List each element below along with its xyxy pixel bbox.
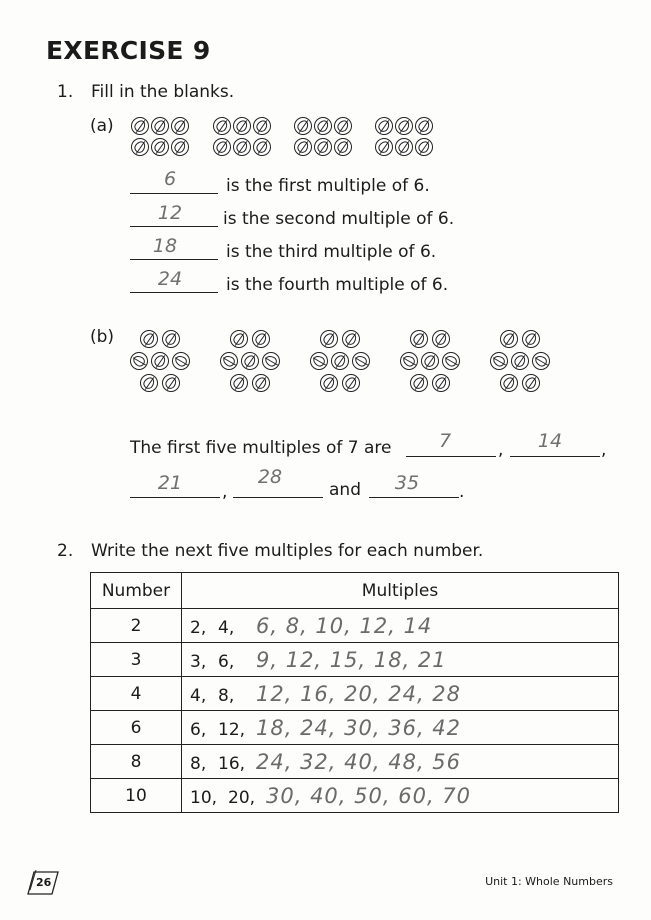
marble-icon — [262, 352, 280, 370]
marble-icon — [442, 352, 460, 370]
line-a2-text: is the second multiple of 6. — [223, 209, 455, 229]
marble-icon — [331, 352, 349, 370]
given-2: 20, — [228, 787, 256, 808]
answer-b4[interactable]: 28 — [257, 466, 283, 488]
marble-icon — [171, 138, 189, 156]
marble-icon — [310, 352, 328, 370]
period: . — [459, 482, 465, 502]
marble-icon — [352, 352, 370, 370]
marble-icon — [230, 374, 248, 392]
table-row — [91, 643, 619, 677]
given-1: 2, — [190, 617, 207, 638]
answer-b3[interactable]: 21 — [157, 472, 183, 494]
marble-icon — [252, 330, 270, 348]
and-word: and — [329, 480, 361, 500]
marble-icon — [532, 352, 550, 370]
unit-title: Unit 1: Whole Numbers — [485, 875, 613, 888]
marble-icon — [432, 330, 450, 348]
line-a4-text: is the fourth multiple of 6. — [226, 275, 449, 295]
answer-b1[interactable]: 7 — [438, 430, 452, 452]
question-2-text: Write the next five multiples for each number. — [91, 541, 484, 561]
answer-a1[interactable]: 6 — [163, 168, 177, 190]
marble-icon — [220, 352, 238, 370]
marble-icon — [213, 138, 231, 156]
marble-icon — [294, 117, 312, 135]
marble-icon — [342, 330, 360, 348]
handwritten-answers[interactable]: 6, 8, 10, 12, 14 — [256, 613, 433, 638]
row-multiples — [182, 677, 619, 711]
marble-icon — [375, 117, 393, 135]
table-row — [91, 677, 619, 711]
marble-icon — [522, 330, 540, 348]
given-1: 3, — [190, 651, 207, 672]
table-row — [91, 745, 619, 779]
header-number: Number — [91, 573, 182, 609]
given-1: 8, — [190, 753, 207, 774]
marble-icon — [432, 374, 450, 392]
question-2-number: 2. — [57, 541, 74, 561]
answer-a4[interactable]: 24 — [157, 268, 183, 290]
line-a1-text: is the first multiple of 6. — [226, 176, 430, 196]
marble-icon — [500, 374, 518, 392]
marble-icon — [500, 330, 518, 348]
handwritten-answers[interactable]: 24, 32, 40, 48, 56 — [256, 749, 462, 774]
marble-icon — [172, 352, 190, 370]
part-b-sentence: The first five multiples of 7 are — [130, 438, 392, 458]
marble-icon — [400, 352, 418, 370]
table-row — [91, 609, 619, 643]
row-number: 10 — [91, 779, 182, 813]
row-multiples — [182, 745, 619, 779]
row-number: 6 — [91, 711, 182, 745]
given-1: 10, — [190, 787, 218, 808]
marble-icon — [253, 138, 271, 156]
given-2: 8, — [218, 685, 235, 706]
handwritten-answers[interactable]: 18, 24, 30, 36, 42 — [256, 715, 462, 740]
handwritten-answers[interactable]: 30, 40, 50, 60, 70 — [266, 783, 472, 808]
header-multiples: Multiples — [182, 573, 619, 609]
page-number: 26 — [36, 876, 52, 889]
row-multiples — [182, 779, 619, 813]
answer-a2[interactable]: 12 — [157, 202, 183, 224]
marble-icon — [314, 138, 332, 156]
marble-icon — [151, 138, 169, 156]
marble-icon — [230, 330, 248, 348]
exercise-title: EXERCISE 9 — [46, 36, 211, 65]
marble-icon — [151, 117, 169, 135]
handwritten-answers[interactable]: 12, 16, 20, 24, 28 — [256, 681, 462, 706]
marble-icon — [320, 374, 338, 392]
marble-icon — [395, 117, 413, 135]
page-number-badge — [26, 868, 58, 894]
marble-icon — [213, 117, 231, 135]
marble-icon — [233, 117, 251, 135]
marble-icon — [162, 330, 180, 348]
marble-icon — [410, 330, 428, 348]
marble-icon — [171, 117, 189, 135]
given-1: 6, — [190, 719, 207, 740]
row-multiples — [182, 643, 619, 677]
marble-icon — [320, 330, 338, 348]
marble-icon — [151, 352, 169, 370]
comma-1: , — [498, 440, 504, 460]
row-number: 4 — [91, 677, 182, 711]
comma-2: , — [601, 440, 607, 460]
marble-icon — [241, 352, 259, 370]
marble-icon — [415, 138, 433, 156]
marble-icon — [130, 352, 148, 370]
handwritten-answers[interactable]: 9, 12, 15, 18, 21 — [256, 647, 447, 672]
marble-icon — [131, 117, 149, 135]
marble-icon — [253, 117, 271, 135]
part-b-label: (b) — [90, 327, 115, 347]
row-multiples — [182, 711, 619, 745]
marble-icon — [252, 374, 270, 392]
marble-icon — [294, 138, 312, 156]
marble-icon — [140, 330, 158, 348]
marble-icon — [314, 117, 332, 135]
marble-icon — [511, 352, 529, 370]
given-2: 12, — [218, 719, 246, 740]
marble-icon — [490, 352, 508, 370]
answer-b5[interactable]: 35 — [394, 472, 420, 494]
question-1-number: 1. — [57, 82, 74, 102]
marble-icon — [522, 374, 540, 392]
question-1-text: Fill in the blanks. — [91, 82, 235, 102]
marble-icon — [334, 117, 352, 135]
row-number: 2 — [91, 609, 182, 643]
marble-icon — [233, 138, 251, 156]
given-1: 4, — [190, 685, 207, 706]
answer-a3[interactable]: 18 — [152, 235, 178, 257]
marble-icon — [421, 352, 439, 370]
marble-icon — [131, 138, 149, 156]
row-multiples — [182, 609, 619, 643]
table-row — [91, 711, 619, 745]
line-a3-text: is the third multiple of 6. — [226, 242, 437, 262]
marble-icon — [375, 138, 393, 156]
given-2: 16, — [218, 753, 246, 774]
marble-icon — [410, 374, 428, 392]
marble-icon — [395, 138, 413, 156]
row-number: 3 — [91, 643, 182, 677]
marble-icon — [162, 374, 180, 392]
comma-3: , — [222, 482, 228, 502]
given-2: 4, — [218, 617, 235, 638]
table-row — [91, 779, 619, 813]
multiples-table — [90, 572, 619, 813]
part-a-label: (a) — [90, 116, 114, 136]
marble-icon — [334, 138, 352, 156]
answer-b2[interactable]: 14 — [537, 430, 563, 452]
marble-icon — [140, 374, 158, 392]
row-number: 8 — [91, 745, 182, 779]
marble-icon — [342, 374, 360, 392]
table-header-row — [91, 573, 619, 609]
given-2: 6, — [218, 651, 235, 672]
marble-icon — [415, 117, 433, 135]
